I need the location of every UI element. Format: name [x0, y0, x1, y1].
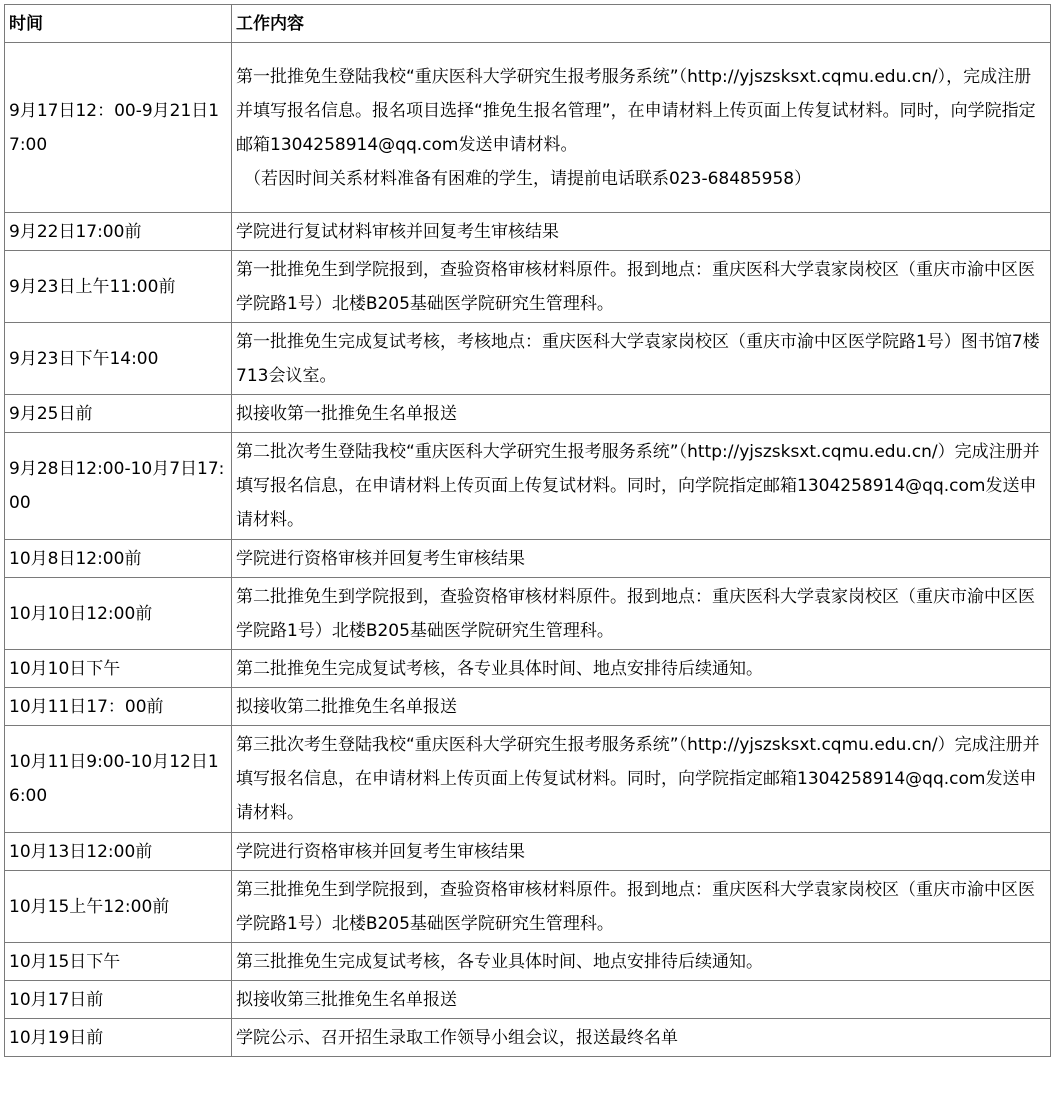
content-text: 第一批推免生登陆我校“重庆医科大学研究生报考服务系统”（http://yjszsksxt.cqmu.edu.cn/），完成注册并填写报名信息。报名项目选择“推免生报名管理”，在申请材料上传页面上传复试材料。同时，向学院指定邮箱1304258914@qq.com发送申请材料。 — [236, 66, 1036, 155]
content-cell: 第一批推免生完成复试考核，考核地点：重庆医科大学袁家岗校区（重庆市渝中区医学院路1号）图书馆7楼713会议室。 — [232, 323, 1051, 395]
table-row — [5, 688, 1051, 726]
time-cell: 10月17日前 — [5, 981, 232, 1019]
table-row — [5, 213, 1051, 251]
time-cell: 10月15日下午 — [5, 943, 232, 981]
table-row — [5, 395, 1051, 433]
content-cell: 学院公示、召开招生录取工作领导小组会议，报送最终名单 — [232, 1019, 1051, 1057]
table-row — [5, 833, 1051, 871]
time-cell: 10月10日12:00前 — [5, 578, 232, 650]
content-cell: 拟接收第三批推免生名单报送 — [232, 981, 1051, 1019]
time-cell: 10月19日前 — [5, 1019, 232, 1057]
time-cell: 10月11日17：00前 — [5, 688, 232, 726]
table-row — [5, 540, 1051, 578]
content-cell: 第三批推免生到学院报到，查验资格审核材料原件。报到地点：重庆医科大学袁家岗校区（重庆市渝中区医学院路1号）北楼B205基础医学院研究生管理科。 — [232, 871, 1051, 943]
time-cell: 9月22日17:00前 — [5, 213, 232, 251]
content-cell: 第二批推免生完成复试考核，各专业具体时间、地点安排待后续通知。 — [232, 650, 1051, 688]
time-cell: 9月28日12:00-10月7日17:00 — [5, 433, 232, 540]
content-cell — [232, 43, 1051, 213]
content-cell: 学院进行复试材料审核并回复考生审核结果 — [232, 213, 1051, 251]
table-row — [5, 981, 1051, 1019]
content-cell: 第二批次考生登陆我校“重庆医科大学研究生报考服务系统”（http://yjszsksxt.cqmu.edu.cn/）完成注册并填写报名信息，在申请材料上传页面上传复试材料。同时，向学院指定邮箱1304258914@qq.com发送申请材料。 — [232, 433, 1051, 540]
content-note: （若因时间关系材料准备有困难的学生，请提前电话联系023-68485958） — [244, 168, 812, 189]
table-row — [5, 43, 1051, 213]
time-cell: 10月8日12:00前 — [5, 540, 232, 578]
schedule-table — [4, 4, 1051, 1057]
time-cell: 10月13日12:00前 — [5, 833, 232, 871]
table-row — [5, 726, 1051, 833]
time-cell: 9月23日下午14:00 — [5, 323, 232, 395]
content-cell: 拟接收第二批推免生名单报送 — [232, 688, 1051, 726]
table-row — [5, 871, 1051, 943]
table-row — [5, 251, 1051, 323]
time-cell: 9月23日上午11:00前 — [5, 251, 232, 323]
table-row — [5, 433, 1051, 540]
table-row — [5, 323, 1051, 395]
content-cell: 拟接收第一批推免生名单报送 — [232, 395, 1051, 433]
content-cell: 第三批次考生登陆我校“重庆医科大学研究生报考服务系统”（http://yjszsksxt.cqmu.edu.cn/）完成注册并填写报名信息，在申请材料上传页面上传复试材料。同时，向学院指定邮箱1304258914@qq.com发送申请材料。 — [232, 726, 1051, 833]
table-row — [5, 650, 1051, 688]
content-cell: 学院进行资格审核并回复考生审核结果 — [232, 833, 1051, 871]
content-cell: 学院进行资格审核并回复考生审核结果 — [232, 540, 1051, 578]
time-cell: 9月25日前 — [5, 395, 232, 433]
content-cell: 第一批推免生到学院报到，查验资格审核材料原件。报到地点：重庆医科大学袁家岗校区（重庆市渝中区医学院路1号）北楼B205基础医学院研究生管理科。 — [232, 251, 1051, 323]
content-cell: 第三批推免生完成复试考核，各专业具体时间、地点安排待后续通知。 — [232, 943, 1051, 981]
table-header-row — [5, 5, 1051, 43]
table-row — [5, 943, 1051, 981]
header-content: 工作内容 — [232, 5, 1051, 43]
time-cell: 10月11日9:00-10月12日16:00 — [5, 726, 232, 833]
table-row — [5, 1019, 1051, 1057]
time-cell: 9月17日12：00-9月21日17:00 — [5, 43, 232, 213]
time-cell: 10月10日下午 — [5, 650, 232, 688]
time-cell: 10月15上午12:00前 — [5, 871, 232, 943]
table-row — [5, 578, 1051, 650]
header-time: 时间 — [5, 5, 232, 43]
content-cell: 第二批推免生到学院报到，查验资格审核材料原件。报到地点：重庆医科大学袁家岗校区（重庆市渝中区医学院路1号）北楼B205基础医学院研究生管理科。 — [232, 578, 1051, 650]
